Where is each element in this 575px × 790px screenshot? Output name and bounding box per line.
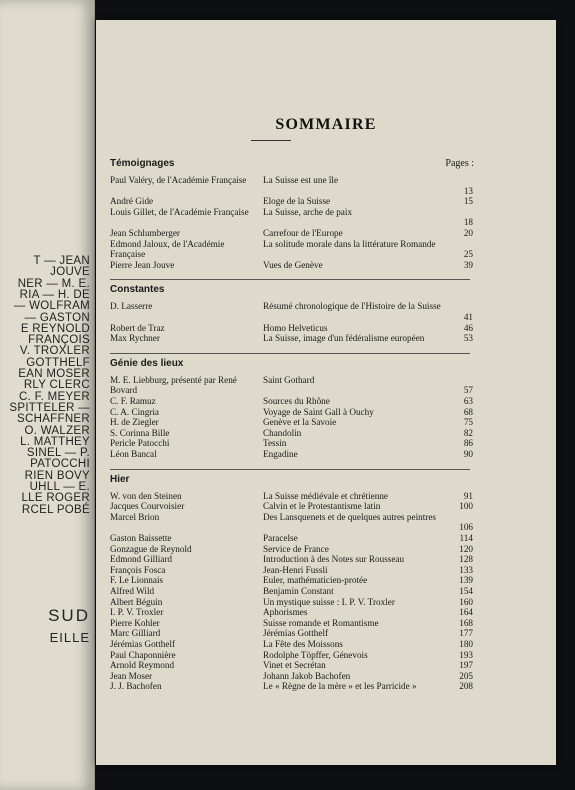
toc-author: Pericle Patocchi [110,438,170,449]
toc-author: Pierre Jean Jouve [110,259,175,270]
toc-page-number: 39 [463,259,473,270]
cover-text-line: EAN MOSER [18,368,90,380]
section-divider [110,279,470,280]
toc-title: Sources du Rhône [263,396,330,406]
toc-title: Jérémias Gotthelf [263,628,329,639]
section-heading: Hier [110,473,130,485]
toc-page-number: 139 [459,575,473,586]
cover-text-line: — WOLFRAM [13,300,90,313]
toc-author: Albert Béguin [110,596,163,607]
toc-title: Johann Jakob Bachofen [263,670,351,681]
cover-text-line: FRANÇOIS [28,334,90,347]
toc-page-number: 160 [459,596,473,607]
cover-text-line: O. WALZER [24,424,90,437]
toc-page-number: 197 [459,660,473,671]
toc-author: Jean Schlumberger [110,228,180,238]
toc-title: Le « Règne de la mère » et les Parricide » [263,681,417,692]
toc-page-number: 18 [463,217,473,228]
cover-city-line: EILLE [49,630,90,645]
toc-author: Arnold Reymond [110,660,175,671]
cover-text-line: C. F. MEYER [18,390,90,403]
toc-author: Paul Valéry, de l'Académie Française [110,175,247,185]
toc-page-number: 82 [463,427,473,438]
toc-page-number: 154 [459,586,473,596]
toc-page-number: 208 [459,681,473,692]
toc-page-number: 20 [463,228,473,238]
cover-text-line: LLE ROGER [21,492,90,505]
toc-author: Edmond Jaloux, de l'Académie Française [110,238,225,260]
toc-title: Calvin et le Protestantisme latin [263,501,381,512]
toc-author: Léon Bancal [110,449,157,459]
toc-page-number: 120 [459,543,473,554]
cover-text-line: RLY CLERC [23,379,90,392]
cover-text-line: UHLL — E. [29,481,90,493]
toc-author: François Fosca [110,564,166,575]
toc-author: W. von den Steinen [110,490,182,501]
toc-title: Tessin [263,438,287,449]
toc-title: La Fête des Moissons [263,639,343,649]
cover-text-line: RIEN BOVY [24,469,90,482]
toc-title: La Suisse médiévale et chrétienne [263,490,389,501]
cover-text-line: RIA — H. DE [19,288,90,301]
toc-author: J. J. Bachofen [110,681,162,692]
section-heading: Constantes [110,284,165,296]
toc-page-number: 75 [463,417,473,428]
toc-title: Aphorismes [263,607,308,618]
title-underline [251,140,291,141]
left-page-cover [0,0,95,790]
toc-author: C. A. Cingria [110,406,160,417]
toc-author: S. Corinna Bille [110,427,170,438]
toc-page-number: 168 [459,617,473,628]
toc-title: Paracelse [263,533,298,543]
toc-title: Saint Gothard [263,374,315,385]
cover-text-line: SCHAFFNER [17,413,90,426]
toc-title: Résumé chronologique de l'Histoire de la Suisse [263,301,441,312]
toc-author: F. Le Lionnais [110,575,164,586]
toc-title: Introduction à des Notes sur Rousseau [263,554,405,565]
toc-page-number: 63 [463,396,473,406]
toc-author: C. F. Ramuz [110,396,156,406]
toc-title: Des Lansquenets et de quelques autres peintres [263,511,436,522]
cover-text-line: SINEL — P. [26,447,90,460]
toc-page-number: 106 [459,522,473,533]
toc-title: La Suisse est une île [263,175,339,185]
toc-author: André Gide [110,196,154,207]
toc-title: Un mystique suisse : I. P. V. Troxler [263,596,395,607]
toc-author: Marcel Brion [110,511,160,522]
toc-title: Vues de Genève [263,259,323,270]
cover-text-line: NER — M. E. [17,277,90,290]
toc-page-number: 205 [459,670,473,681]
toc-title: La solitude morale dans la littérature Romande [263,238,436,249]
toc-title: Jean-Henri Fussli [263,564,328,575]
toc-author: Pierre Kohler [110,617,160,628]
toc-title: Chandolin [263,427,302,438]
toc-author: Jacques Courvoisier [110,501,185,512]
toc-page-number: 41 [463,312,473,322]
toc-title: Suisse romande et Romantisme [263,617,379,628]
cover-text-line: E REYNOLD [20,322,90,335]
toc-author: Louis Gillet, de l'Académie Française [110,206,249,217]
toc-author: H. de Ziegler [110,417,159,428]
toc-page-number: 25 [463,249,473,260]
toc-author: Paul Chaponnière [110,649,176,660]
toc-page-number: 114 [459,533,473,543]
toc-title: Genève et la Savoie [263,417,337,428]
section-divider [110,469,470,470]
toc-page-number: 100 [459,501,473,512]
cover-text-line: T — JEAN [33,255,90,267]
toc-title: Carrefour de l'Europe [263,228,343,238]
cover-text-line: L. MATTHEY [20,435,90,448]
toc-page-number: 46 [463,322,473,333]
toc-title: Euler, mathématicien-protée [263,575,368,586]
cover-text-line: V. TROXLER [19,345,90,358]
toc-page-number: 68 [463,406,473,417]
toc-page-number: 15 [463,196,473,207]
toc-page-number: 57 [463,385,473,396]
section-divider [110,353,470,354]
cover-text-line: JOUVE [50,266,90,279]
toc-page-number: 133 [459,564,473,575]
toc-title: Engadine [263,449,298,459]
toc-title: Eloge de la Suisse [263,196,331,207]
toc-author: Gonzague de Reynold [110,543,192,554]
toc-title: Homo Helveticus [263,322,328,333]
toc-title: La Suisse, image d'un fédéralisme européen [263,333,425,344]
toc-page-number: 90 [463,449,473,459]
toc-page-number: 177 [459,628,473,639]
section-heading: Témoignages [110,158,175,169]
cover-text-line: — GASTON [24,311,90,324]
toc-page-number: 128 [459,554,473,565]
toc-title: La Suisse, arche de paix [263,206,353,217]
cover-text-line: GOTTHELF [26,356,90,369]
toc-title: Vinet et Secrétan [263,660,326,671]
toc-title: Service de France [263,543,329,554]
cover-publisher-line: SUD [48,606,90,625]
cover-text-line: SPITTELER — [9,401,90,414]
cover-text-line: RCEL POBÉ [21,503,90,516]
toc-author: D. Lasserre [110,301,153,312]
pages-column-label: Pages : [445,158,474,169]
toc-page-number: 13 [463,185,473,196]
toc-page-number: 86 [463,438,473,449]
toc-page-number: 91 [463,490,473,501]
toc-author: Alfred Wild [110,586,155,596]
toc-author: M. E. Liebburg, présenté par René Bovard [110,374,237,396]
cover-text-line: PATOCCHI [30,458,90,471]
toc-page-number: 164 [459,607,473,618]
toc-author: Jérémias Gotthelf [110,639,176,649]
toc-author: Edmond Gilliard [110,554,173,565]
toc-title: Benjamin Constant [263,586,334,596]
toc-page-number: 180 [459,639,473,649]
toc-author: Robert de Traz [110,322,165,333]
contents-page [96,20,556,765]
toc-title: Rodolphe Töpffer, Génevois [263,649,368,660]
toc-page-number: 193 [459,649,473,660]
page-title: SOMMAIRE [275,116,377,133]
section-heading: Génie des lieux [110,357,184,369]
toc-author: Max Rychner [110,333,160,344]
toc-author: Marc Gilliard [110,628,161,639]
toc-author: Jean Moser [110,670,153,681]
toc-author: I. P. V. Troxler [110,607,164,618]
toc-author: Gaston Baissette [110,533,172,543]
toc-page-number: 53 [463,333,473,344]
toc-title: Voyage de Saint Gall à Ouchy [263,406,374,417]
